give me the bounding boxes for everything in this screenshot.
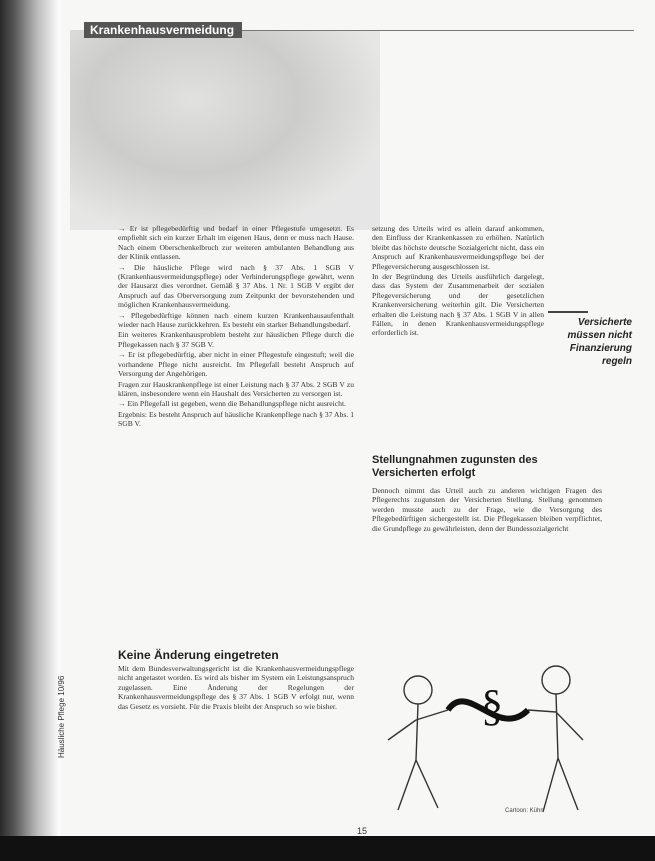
right-text-after-heading: [372, 486, 602, 534]
header-rule: [242, 30, 634, 31]
paragraph: → Die häusliche Pflege wird nach § 37 Abs. 1 SGB V (Krankenhausvermeidungspflege) oder Verhinderungspflege gewährt, wenn der Hausarzt dies verordnet. Gemäß § 37 Abs. 1 Nr. 1 SGB V ergibt der Anspruch auf das Oberversorgung zum Zeitpunkt der bevorstehenden und möglichen Krankenhausvermeidung.: [118, 262, 354, 310]
right-section-heading: Stellungnahmen zugunsten des Versicherten erfolgt: [372, 454, 538, 479]
sidebar-note: Versicherte müssen nicht Finanzierung regeln: [567, 317, 632, 367]
paragraph-sign-icon: §: [481, 681, 503, 730]
paragraph: → Pflegebedürftige können nach einem kurzen Krankenhausaufenthalt wieder nach Hause zurückkehren. Es besteht ein starker Behandlungsbedarf.: [118, 310, 354, 330]
paragraph: Ergebnis: Es besteht Anspruch auf häusliche Krankenpflege nach § 37 Abs. 1 SGB V.: [118, 409, 354, 429]
paragraph: Dennoch nimmt das Urteil auch zu anderen wichtigen Fragen des Pflegerechts zugunsten der Versicherten Stellung. Stellung genommen werden musste auch zu der Frage, wie die Versorgung des Pflegebedürftigen sichergestellt ist. Die Pflegekassen bleiben verpflichtet, die Grundpflege zu gewährleisten, denn der Bundessozialgericht: [372, 486, 602, 533]
paragraph: → Ein Pflegefall ist gegeben, wenn die Behandlungspflege nicht ausreicht.: [118, 399, 346, 409]
sidebar-rule: [548, 311, 588, 313]
right-figure-head: [542, 666, 570, 694]
cartoon-illustration: [378, 620, 600, 820]
right-figure-body: [528, 694, 583, 812]
paragraph: setzung des Urteils wird es allein darauf ankommen, den Einfluss der Krankenkassen zu erhöhen. Natürlich bleibt das höchste deutsche Sozialgericht nicht, dass ein Anspruch auf Krankenhausvermeidungspflege bei der Pflegeversicherung ausgeschlossen ist.: [372, 224, 544, 271]
cartoon-credit: Cartoon: Kühn: [505, 808, 544, 814]
book-page-edge: [0, 0, 60, 861]
paragraph: In der Begründung des Urteils ausführlich dargelegt, dass das System der Zusammenarbeit der sozialen Pflegeversicherung und der gesetzlichen Krankenversicherung weiterhin gilt. Die Versicherten erhalten die Leistung nach § 37 Abs. 1 SGB V in allen Fällen, in denen Krankenhausvermeidungspflege erforderlich ist.: [372, 272, 544, 338]
left-text-after-heading: [118, 664, 354, 712]
right-text-column: [372, 224, 544, 339]
left-text-column: [118, 224, 354, 430]
paragraph: → Er ist pflegebedürftig, aber nicht in einer Pflegestufe eingestuft; weil die vorhandene Pflege nicht ausreicht. Im Pflegefall besteht Anspruch auf Versorgung der Angehörigen.: [118, 350, 354, 379]
paragraph: Fragen zur Hauskrankenpflege ist einer Leistung nach § 37 Abs. 2 SGB V zu klären, insbesondere wenn ein Haushalt des Versicherten zu versorgen ist.: [118, 379, 354, 398]
left-figure-head: [404, 676, 432, 704]
paragraph: Mit dem Bundesverwaltungsgericht ist die Krankenhausvermeidungspflege nicht angetastet worden. Es wird als bisher im System ein Leistungsanspruch zugelassen. Eine Änderung der Regelungen der Krankenhausvermeidungspflege des § 37 Abs. 1 SGB V erfolgt nur, wenn das Gesetz es vorsieht. Für die Praxis bleibt der Anspruch so wie bisher.: [118, 664, 354, 711]
scan-bottom-shadow: [0, 836, 655, 861]
section-title: Krankenhausvermeidung: [90, 23, 235, 37]
background-photo: [70, 30, 380, 230]
paragraph: Ein weiteres Krankenhausproblem besteht zur häuslichen Pflege durch die Pflegekassen nach § 37 SGB V.: [118, 330, 354, 349]
vertical-journal-label: Häusliche Pflege 10/96: [57, 675, 66, 758]
left-figure-body: [388, 704, 448, 810]
paragraph: → Er ist pflegebedürftig und bedarf in einer Pflegestufe umgesetzt. Es empfiehlt sich ein kurzer Erhalt im eigenen Haus, denn er muss nach Hause. Nach einem Oberschenkelbruch zur weiteren ambulanten Behandlung aus der Klinik entlassen.: [118, 224, 354, 262]
left-section-heading: Keine Änderung eingetreten: [118, 648, 279, 662]
page-number: 15: [357, 826, 368, 836]
